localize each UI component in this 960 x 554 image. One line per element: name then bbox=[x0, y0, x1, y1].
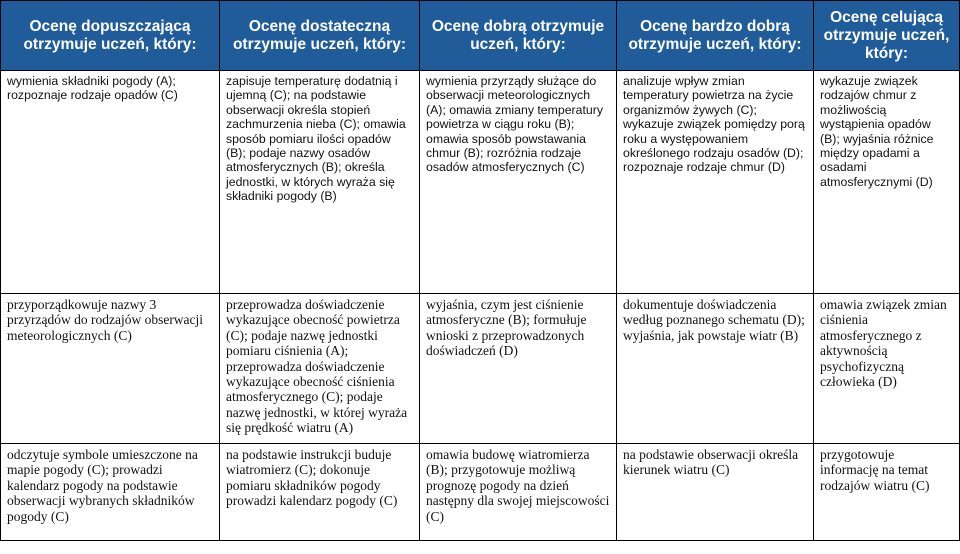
table-cell: przygotowuje informację na temat rodzajów wiatru (C) bbox=[814, 444, 960, 541]
table-cell: wyjaśnia, czym jest ciśnienie atmosferyczne (B); formułuje wnioski z przeprowadzonych doświadczeń (D) bbox=[420, 294, 617, 444]
header-row bbox=[1, 1, 960, 71]
table-cell: zapisuje temperaturę dodatnią i ujemną (C); na podstawie obserwacji określa stopień zachmurzenia nieba (C); omawia sposób pomiaru ilości opadów (B); podaje nazwy osadów atmosferycznych (B); określa jednostki, w których wyraża się składniki pogody (B) bbox=[220, 71, 420, 294]
table-cell: omawia związek zmian ciśnienia atmosferycznego z aktywnością psychofizyczną człowieka (D) bbox=[814, 294, 960, 444]
table-row bbox=[1, 444, 960, 541]
table-cell: wykazuje związek rodzajów chmur z możliwością wystąpienia opadów (B); wyjaśnia różnice między opadami a osadami atmosferycznymi (D) bbox=[814, 71, 960, 294]
table-cell: na podstawie obserwacji określa kierunek wiatru (C) bbox=[617, 444, 814, 541]
table-cell: analizuje wpływ zmian temperatury powietrza na życie organizmów żywych (C); wykazuje związek pomiędzy porą roku a występowaniem określonego rodzaju osadów (D); rozpoznaje rodzaje chmur (D) bbox=[617, 71, 814, 294]
header-grade-satisfactory: Ocenę dostateczną otrzymuje uczeń, który: bbox=[220, 1, 420, 71]
table-row bbox=[1, 294, 960, 444]
table-cell: przyporządkowuje nazwy 3 przyrządów do rodzajów obserwacji meteorologicznych (C) bbox=[1, 294, 220, 444]
table-cell: wymienia przyrządy służące do obserwacji meteorologicznych (A); omawia zmiany temperatury powietrza w ciągu roku (B); omawia sposób powstawania chmur (B); rozróżnia rodzaje osadów atmosferycznych (C) bbox=[420, 71, 617, 294]
table-cell: wymienia składniki pogody (A); rozpoznaje rodzaje opadów (C) bbox=[1, 71, 220, 294]
table-cell: przeprowadza doświadczenie wykazujące obecność powietrza (C); podaje nazwę jednostki pomiaru ciśnienia (A); przeprowadza doświadczenie wykazujące obecność ciśnienia atmosferycznego (C); podaje nazwę jednostki, w której wyraża się prędkość wiatru (A) bbox=[220, 294, 420, 444]
table-cell: odczytuje symbole umieszczone na mapie pogody (C); prowadzi kalendarz pogody na podstawie obserwacji wybranych składników pogody (C) bbox=[1, 444, 220, 541]
table-cell: omawia budowę wiatromierza (B); przygotowuje możliwą prognozę pogody na dzień następny dla swojej miejscowości (C) bbox=[420, 444, 617, 541]
header-grade-excellent: Ocenę celującą otrzymuje uczeń, który: bbox=[814, 1, 960, 71]
header-grade-sufficient: Ocenę dopuszczającą otrzymuje uczeń, który: bbox=[1, 1, 220, 71]
table-row bbox=[1, 71, 960, 294]
table-cell: na podstawie instrukcji buduje wiatromierz (C); dokonuje pomiaru składników pogody prowadzi kalendarz pogody (C) bbox=[220, 444, 420, 541]
header-grade-good: Ocenę dobrą otrzymuje uczeń, który: bbox=[420, 1, 617, 71]
table-cell: dokumentuje doświadczenia według poznanego schematu (D); wyjaśnia, jak powstaje wiatr (B) bbox=[617, 294, 814, 444]
header-grade-very-good: Ocenę bardzo dobrą otrzymuje uczeń, który: bbox=[617, 1, 814, 71]
